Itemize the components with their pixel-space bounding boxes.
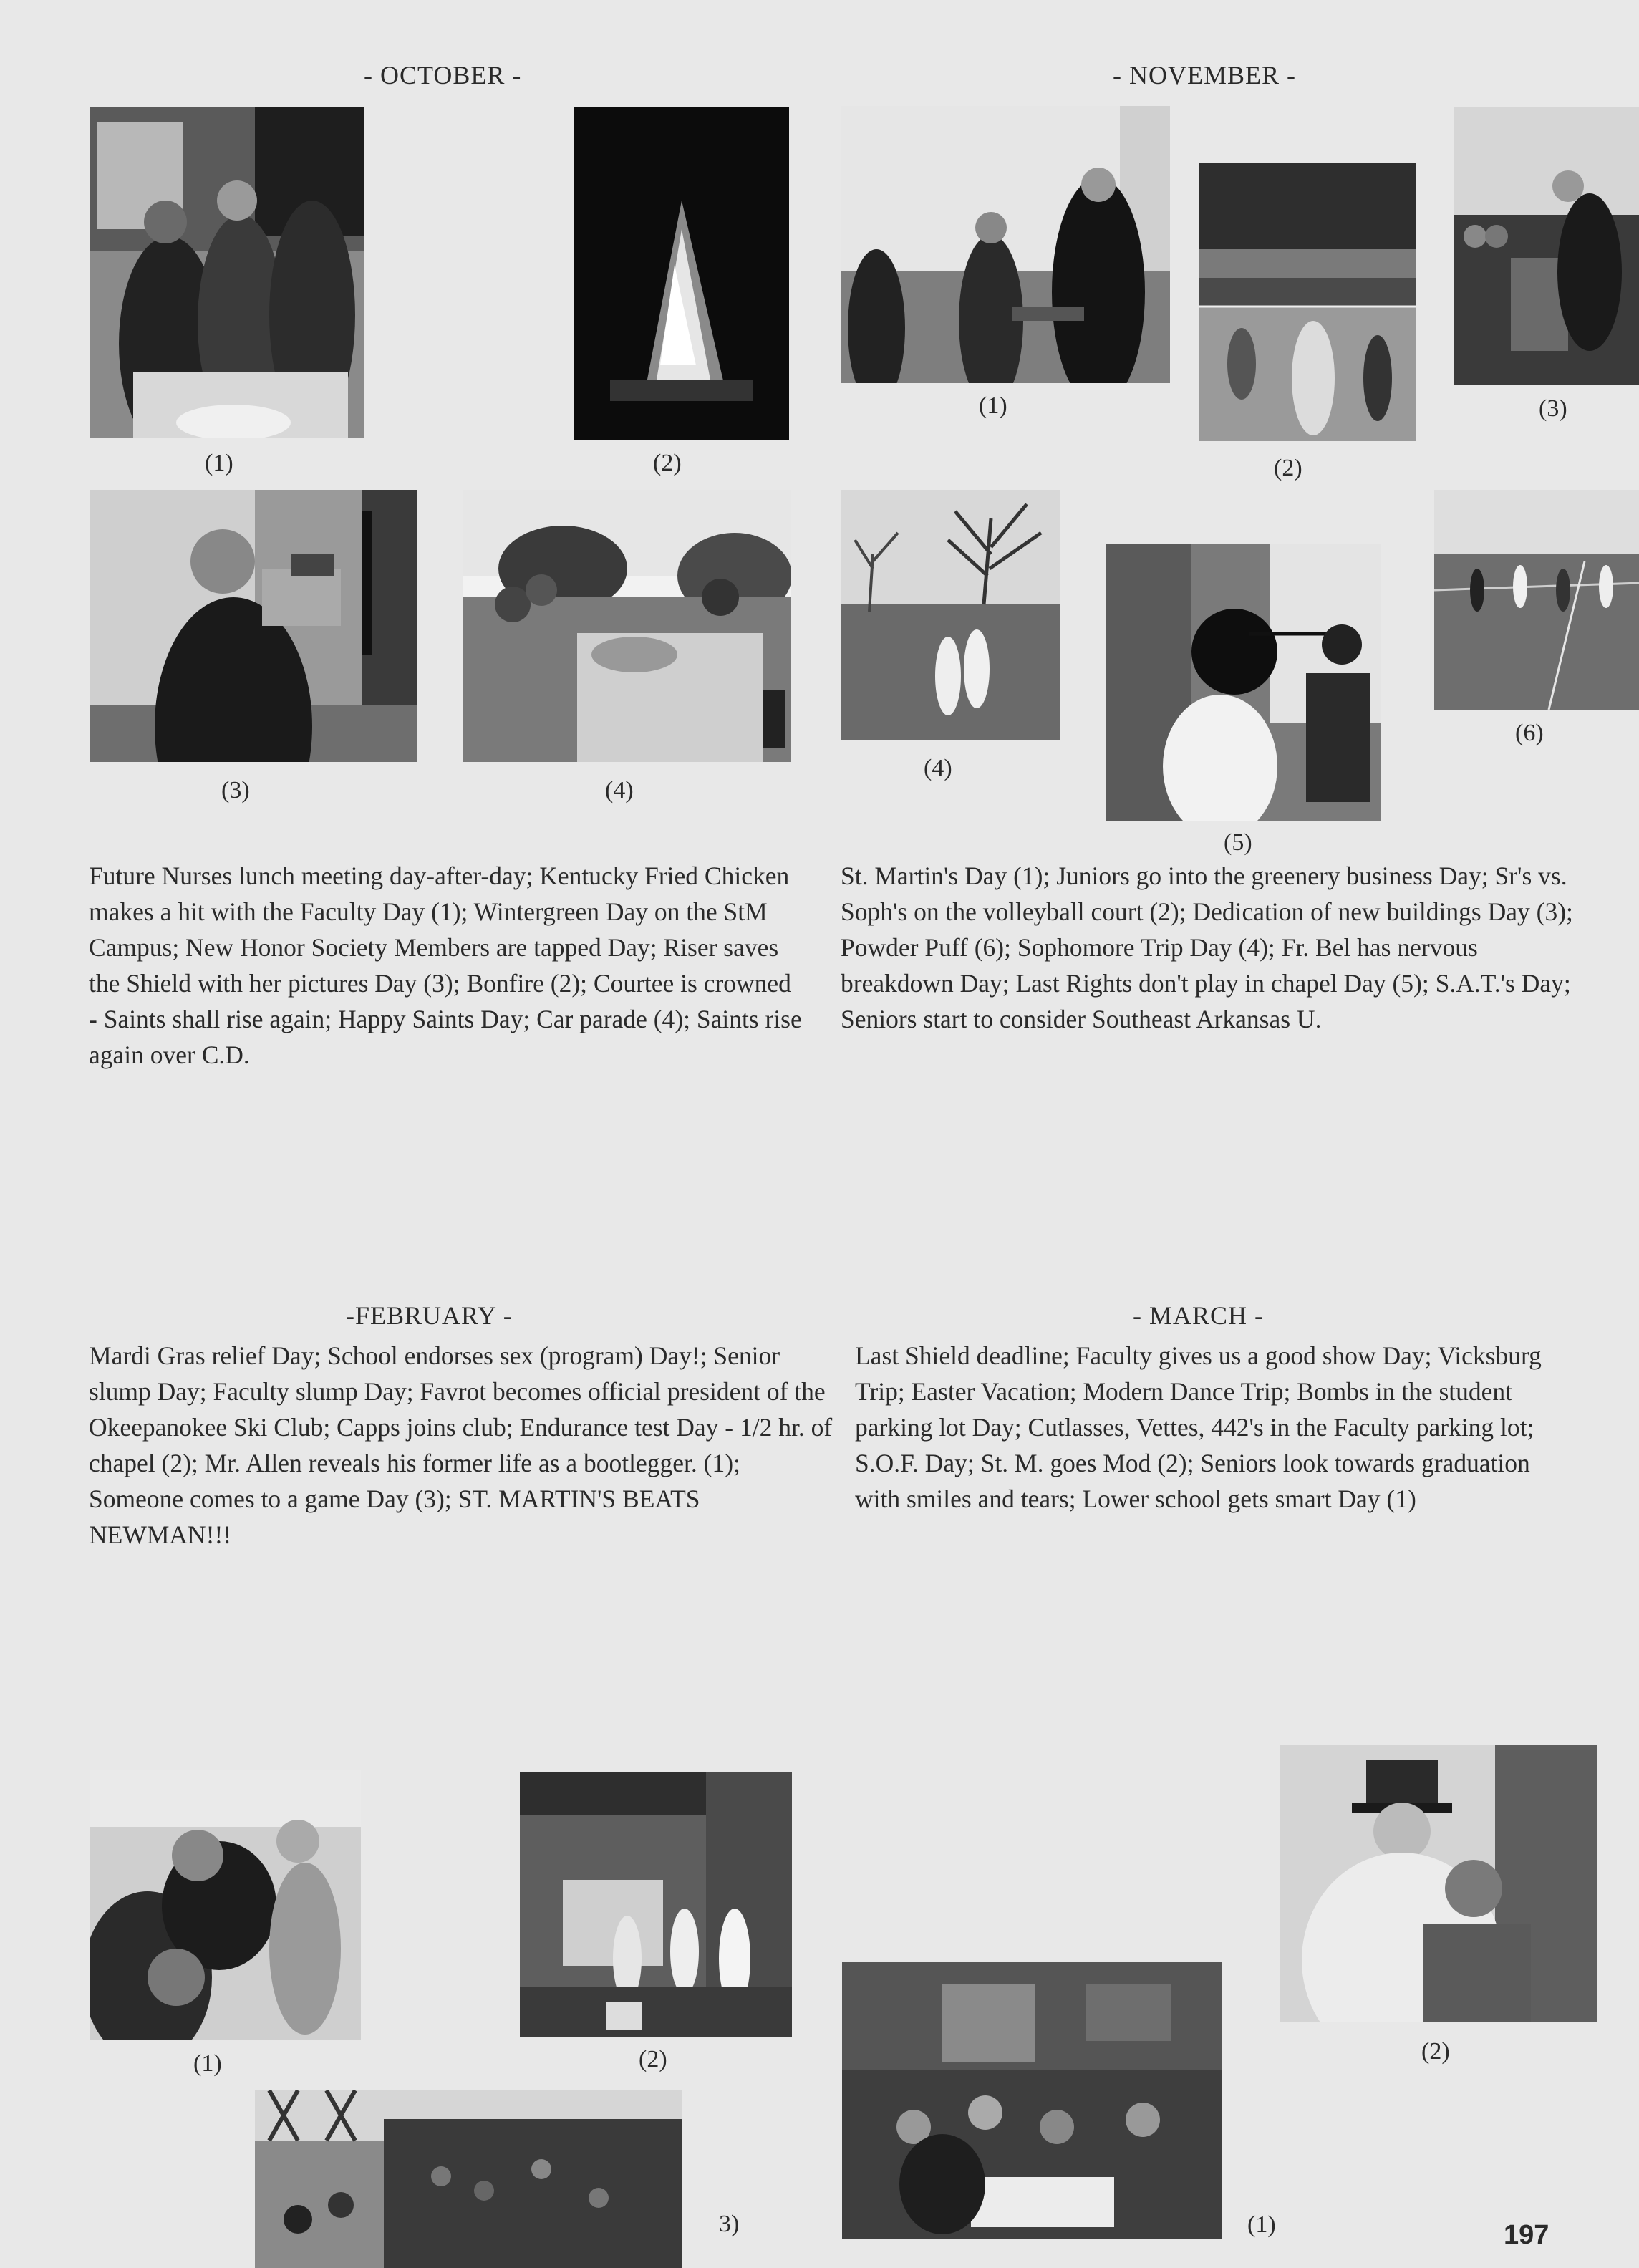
february-photo-1: [90, 1770, 361, 2040]
february-photo-2: [520, 1772, 792, 2037]
page-number: 197: [1504, 2220, 1549, 2250]
october-photo-4: [463, 490, 791, 762]
october-text: Future Nurses lunch meeting day-after-day; Kentucky Fried Chicken makes a hit with the Faculty Day (1); Wintergreen Day on the StM Campus; New Honor Society Members are tapped Day; Riser saves the Shield with her pictures Day (3); Bonfire (2); Courtee is crowned - Saints shall rise again; Happy Saints Day; Car parade (4); Saints rise again over C.D.: [89, 862, 802, 1069]
october-photo-2: [574, 107, 789, 440]
march-caption-2: (2): [1421, 2038, 1450, 2065]
march-photo-2: [1280, 1745, 1597, 2022]
november-caption-4: (4): [924, 755, 952, 781]
february-photo-3: [255, 2090, 682, 2268]
october-heading: - OCTOBER -: [364, 61, 522, 90]
february-caption-1: (1): [193, 2050, 222, 2077]
october-caption-3: (3): [221, 777, 250, 804]
november-caption-2: (2): [1274, 455, 1302, 481]
march-photo-1: [842, 1962, 1222, 2239]
february-heading: -FEBRUARY -: [346, 1301, 513, 1330]
november-caption-6: (6): [1515, 720, 1544, 746]
february-text: Mardi Gras relief Day; School endorses sex (program) Day!; Senior slump Day; Faculty slump Day; Favrot becomes official president of the Okeepanokee Ski Club; Capps joins club; Endurance test Day - 1/2 hr. of chapel (2); Mr. Allen reveals his former life as a bootlegger. (1); Someone comes to a game Day (3); ST. MARTIN'S BEATS NEWMAN!!!: [89, 1341, 833, 1549]
march-heading: - MARCH -: [1133, 1301, 1265, 1330]
march-text: Last Shield deadline; Faculty gives us a good show Day; Vicksburg Trip; Easter Vacation; Modern Dance Trip; Bombs in the student parking lot Day; Cutlasses, Vettes, 442's in the Faculty parking lot; S.O.F. Day; St. M. goes Mod (2); Seniors look towards graduation with smiles and tears; Lower school gets smart Day (1): [855, 1341, 1542, 1513]
november-photo-4: [841, 490, 1060, 740]
october-caption-2: (2): [653, 450, 682, 476]
november-photo-5: [1106, 544, 1381, 821]
february-caption-3: 3): [719, 2211, 740, 2237]
november-caption-3: (3): [1539, 395, 1567, 422]
november-heading: - NOVEMBER -: [1113, 61, 1296, 90]
november-photo-2: [1199, 163, 1416, 441]
march-caption-1: (1): [1247, 2211, 1276, 2238]
february-caption-2: (2): [639, 2046, 667, 2072]
october-caption-4: (4): [605, 777, 634, 804]
october-photo-1: [90, 107, 364, 438]
november-photo-6: [1434, 490, 1639, 710]
november-caption-5: (5): [1224, 829, 1252, 856]
october-photo-3: [90, 490, 417, 762]
november-text: St. Martin's Day (1); Juniors go into the greenery business Day; Sr's vs. Soph's on the volleyball court (2); Dedication of new buildings Day (3); Powder Puff (6); Sophomore Trip Day (4); Fr. Bel has nervous breakdown Day; Last Rights don't play in chapel Day (5); S.A.T.'s Day; Seniors start to consider Southeast Arkansas U.: [841, 862, 1573, 1033]
november-photo-1: [841, 106, 1170, 383]
november-photo-3: [1454, 107, 1639, 385]
november-caption-1: (1): [979, 392, 1007, 419]
october-caption-1: (1): [205, 450, 233, 476]
